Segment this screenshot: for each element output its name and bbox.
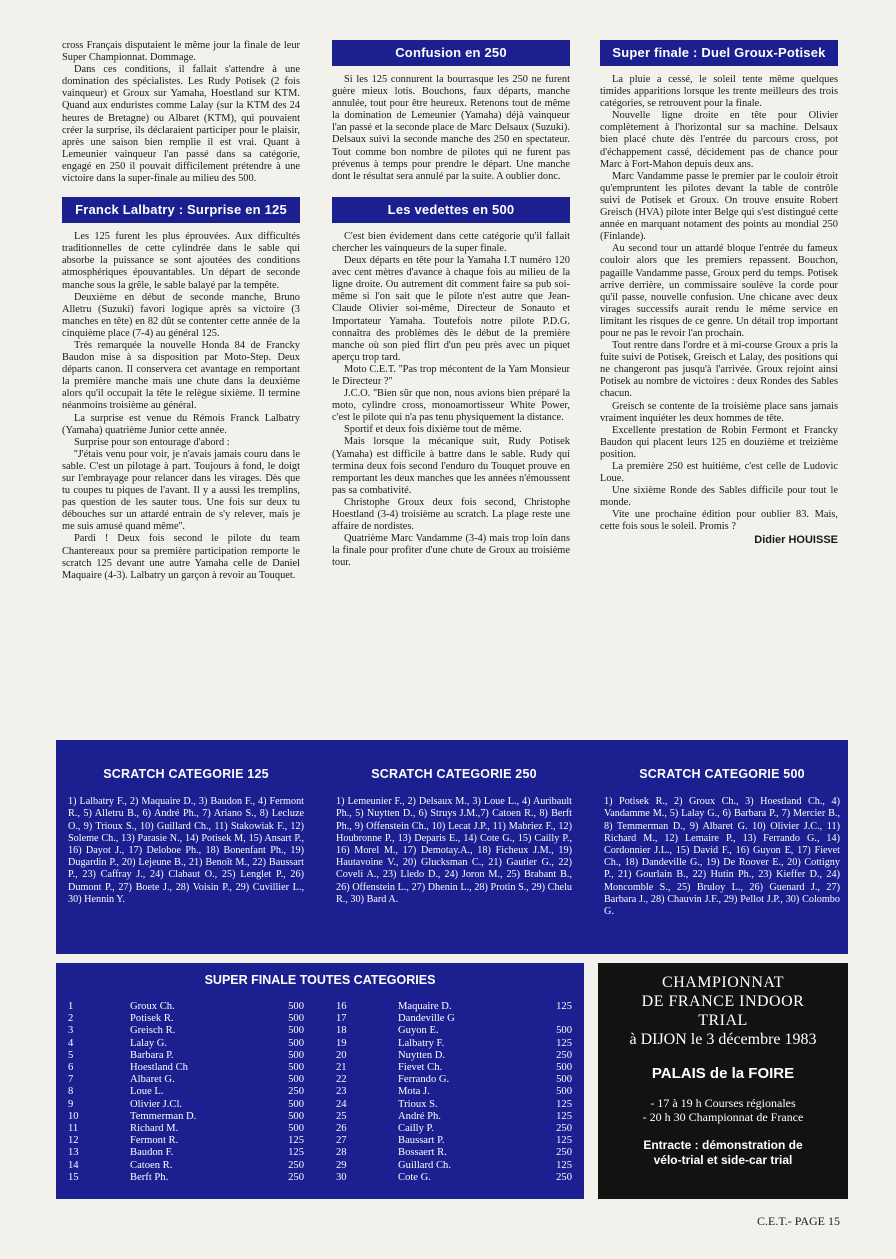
class-cell: 250: [556, 1171, 572, 1183]
ad-schedule-line-1: - 17 à 19 h Courses régionales: [650, 1096, 796, 1110]
rank-cell: 19: [336, 1037, 347, 1049]
super-finale-results-box: [56, 963, 584, 1199]
rank-cell: 30: [336, 1171, 347, 1183]
table-row: [68, 1038, 304, 1050]
class-cell: 250: [288, 1086, 304, 1098]
paragraph: Excellente prestation de Robin Fermont et Francky Baudon qui placent leurs 125 en douzième et treizième position.: [600, 424, 838, 460]
rider-cell: Maquaire D.: [398, 1001, 452, 1012]
scratch-125-list: 1) Lalbatry F., 2) Maquaire D., 3) Baudon F., 4) Fermont R., 5) Alletru B., 6) André Ph., 7) Ariano S., 8) Lecluze O., 9) Trioux S., 10) Guillard Ch., 11) Stakowiak F., 12) Soleme Ch., 13) Parasie N., 14) Potisek M, 15) Ansart P., 16) Dayot J., 17) Deloboe Ph., 18) Bonenfant Ph., 19) Dugardin P., 20) Lejeune B., 21) Benoît M., 22) Baussart P., 23) Caffray J., 24) Clabaut O., 25) Lenglet P., 26) Dumont P., 27) Boete J., 28) Voisin P., 29) Cuvillier L., 30) Hennin Y.: [68, 796, 304, 905]
class-cell: 125: [556, 1098, 572, 1110]
class-cell: [530, 1013, 572, 1025]
class-cell: 500: [288, 1049, 304, 1061]
table-row: [336, 1086, 572, 1098]
table-row: [336, 1160, 572, 1172]
confusion-250-text: [332, 74, 570, 183]
paragraph: La surprise est venue du Rémois Franck Lalbatry (Yamaha) quatrième Junior cette année.: [62, 412, 300, 436]
rank-cell: 28: [336, 1147, 347, 1159]
rider-cell: Hoestland Ch: [130, 1062, 188, 1074]
scratch-125: [68, 768, 304, 906]
rank-cell: 2: [68, 1013, 74, 1025]
trial-championship-ad: [598, 963, 848, 1199]
table-row: [68, 1160, 304, 1172]
rider-cell: Guillard Ch.: [398, 1159, 451, 1171]
ad-interlude-line-1: Entracte : démonstration de: [643, 1138, 803, 1152]
rank-cell: 20: [336, 1049, 347, 1061]
paragraph: Vite une prochaine édition pour oublier 83. Mais, cette fois sous le soleil. Promis ?: [600, 509, 838, 533]
rank-cell: 21: [336, 1062, 347, 1074]
class-cell: 125: [556, 1001, 572, 1012]
class-cell: 500: [288, 1025, 304, 1037]
rank-cell: 11: [68, 1123, 79, 1135]
rank-cell: 23: [336, 1086, 347, 1098]
vedettes-500-text: [332, 231, 570, 570]
rider-cell: Groux Ch.: [130, 1001, 175, 1012]
rider-cell: Temmerman D.: [130, 1110, 197, 1122]
paragraph: C'est bien évidement dans cette catégorie qu'il fallait chercher les vainqueurs de la super finale.: [332, 230, 570, 254]
super-finale-table-left: [68, 1001, 304, 1184]
rank-cell: 3: [68, 1025, 74, 1037]
paragraph: Moto C.E.T. ''Pas trop mécontent de la Yam Monsieur le Directeur ?'': [332, 363, 570, 387]
article-column-3: [600, 40, 838, 546]
class-cell: 500: [556, 1062, 572, 1074]
paragraph: Nouvelle ligne droite en tête pour Olivier complètement à l'horizontal sur sa machine. Delsaux bien placé chute dès l'entrée du parcours cross, pot d'échappement cassé, décidement pas de chance pour Marc à Fort-Mahon depuis deux ans.: [600, 110, 838, 170]
class-cell: 125: [288, 1147, 304, 1159]
table-row: [68, 1135, 304, 1147]
rank-cell: 7: [68, 1074, 74, 1086]
intro-text: [62, 40, 300, 185]
rider-cell: Nuytten D.: [398, 1049, 446, 1061]
rank-cell: 12: [68, 1135, 79, 1147]
rank-cell: 16: [336, 1001, 347, 1012]
class-cell: 125: [556, 1110, 572, 1122]
rider-cell: Cailly P.: [398, 1123, 434, 1135]
rider-cell: Lalay G.: [130, 1037, 168, 1049]
ad-venue: PALAIS de la FOIRE: [651, 1065, 795, 1082]
table-row: [68, 1050, 304, 1062]
class-cell: 500: [288, 1013, 304, 1025]
paragraph: Une sixième Ronde des Sables difficile pour tout le monde.: [600, 485, 838, 509]
rider-cell: Cote G.: [398, 1171, 431, 1183]
heading-confusion-250: Confusion en 250: [332, 40, 570, 66]
ad-interlude-line-2: vélo-trial et side-car trial: [653, 1153, 793, 1167]
rank-cell: 24: [336, 1098, 347, 1110]
rank-cell: 18: [336, 1025, 347, 1037]
scratch-250: [336, 768, 572, 906]
rank-cell: 22: [336, 1074, 347, 1086]
rider-cell: Richard M.: [130, 1123, 179, 1135]
table-row: [336, 1038, 572, 1050]
super-finale-title: SUPER FINALE TOUTES CATEGORIES: [204, 973, 436, 987]
class-cell: 125: [556, 1037, 572, 1049]
rank-cell: 27: [336, 1135, 347, 1147]
rider-cell: Baussart P.: [398, 1135, 445, 1147]
class-cell: 125: [288, 1135, 304, 1147]
rider-cell: Dandeville G: [398, 1013, 455, 1025]
article-column-2: [332, 40, 570, 569]
table-row: [336, 1147, 572, 1159]
heading-super-finale: Super finale : Duel Groux-Potisek: [600, 40, 838, 66]
table-row: [336, 1172, 572, 1184]
table-row: [336, 1111, 572, 1123]
table-row: [336, 1135, 572, 1147]
scratch-500: [604, 768, 840, 918]
table-row: [68, 1001, 304, 1013]
rider-cell: Baudon F.: [130, 1147, 174, 1159]
super-finale-table-right: [336, 1001, 572, 1184]
ad-schedule: [598, 1096, 848, 1124]
table-row: [336, 1050, 572, 1062]
class-cell: 500: [556, 1025, 572, 1037]
ad-interlude: [598, 1138, 848, 1168]
class-cell: 500: [288, 1123, 304, 1135]
table-row: [68, 1013, 304, 1025]
paragraph: Très remarquée la nouvelle Honda 84 de Francky Baudon mise à sa disposition par Moto-Step. Deux départs canon. Il conservera cet avantage en remportant la première manche mais une chute dans la deuxième alors qu'il occupait la tête le relègue sixième. Il termine néanmoins troisième au général.: [62, 339, 300, 412]
rider-cell: Loue L.: [130, 1086, 164, 1098]
rider-cell: Fermont R.: [130, 1135, 179, 1147]
class-cell: 500: [288, 1062, 304, 1074]
class-cell: 250: [556, 1049, 572, 1061]
paragraph: ''J'étais venu pour voir, je n'avais jamais couru dans le sable. C'est un pilotage à part. Toujours à fond, le doigt sur l'embrayage pour relancer dans les virages. Dès que tu coupes tu piques de l'avant. Il y a aussi les tremplins, pas question de les sauter tous. Une fois sur deux tu débouches sur un attardé entrain de s'y relever, mais je me suis amusé quand même''.: [62, 448, 300, 533]
table-row: [68, 1086, 304, 1098]
paragraph: Si les 125 connurent la bourrasque les 250 ne furent guère mieux lotis. Bouchons, faux départs, manche annulée, tout pour être heureux. Retenons tout de même la domination de Lemeunier (Yamaha) déjà vainqueur l'an passé et la seconde place de Marc Delsaux (Suzuki). Delsaux suivi la seconde manche des 250 en spectateur. Tout comme bon nombre de pilotes qui ne furent pas prévenus à temps pour prendre le départ. Une manche dont le résultat sera annulé par la suite. A oublier donc.: [332, 74, 570, 182]
table-row: [336, 1013, 572, 1025]
table-row: [336, 1074, 572, 1086]
rider-cell: André Ph.: [398, 1110, 441, 1122]
class-cell: 250: [556, 1123, 572, 1135]
rank-cell: 9: [68, 1098, 74, 1110]
table-row: [68, 1123, 304, 1135]
rider-cell: Albaret G.: [130, 1074, 175, 1086]
class-cell: 250: [288, 1159, 304, 1171]
rank-cell: 17: [336, 1013, 347, 1025]
table-row: [68, 1062, 304, 1074]
rank-cell: 26: [336, 1123, 347, 1135]
ad-schedule-line-2: - 20 h 30 Championnat de France: [642, 1110, 804, 1124]
paragraph: Sportif et deux fois dixième tout de même.: [344, 424, 522, 436]
table-row: [68, 1147, 304, 1159]
scratch-250-list: 1) Lemeunier F., 2) Delsaux M., 3) Loue L., 4) Auribault Ph., 5) Nuytten D., 6) Struys J.M.,7) Catoen R., 8) Berft Ph., 9) Offenstein Ch., 10) Lecat J.P., 11) Mabriez F., 12) Houbronne P., 13) Deparis E., 14) Cote G., 15) Cailly P., 16) Morel M., 17) Demotay.A., 18) Ficheux J.M., 19) Hautavoine V., 20) Glucksman C., 21) Gautier G., 22) Coveli A., 23) Lledo D., 24) Joron M., 25) Brabant B., 26) Offenstein L., 27) Dhenin L., 28) Protin S., 29) Chelu R., 30) Bard A.: [336, 796, 572, 905]
table-row: [336, 1062, 572, 1074]
paragraph: Deuxième en début de seconde manche, Bruno Alletru (Suzuki) favori logique après sa victoire (3 manches en tête) en 82 dût se contenter cette année de la cinquième place (7-4) au général 125.: [62, 291, 300, 339]
lalbatry-text: [62, 231, 300, 582]
rider-cell: Berft Ph.: [130, 1171, 169, 1183]
paragraph: Tout rentre dans l'ordre et à mi-course Groux a pris la fuite suivi de Potisek, Greisch et Lalay, des positions qui ne changeront pas jusqu'à l'arrivée. Groux rejoint ainsi Potisek au nombre de victoires : deux Rondes des Sables chacun.: [600, 340, 838, 400]
rider-cell: Guyon E.: [398, 1025, 439, 1037]
class-cell: 500: [288, 1074, 304, 1086]
paragraph: Surprise pour son entourage d'abord :: [74, 436, 230, 448]
rank-cell: 4: [68, 1037, 74, 1049]
paragraph: Dans ces conditions, il fallait s'attendre à une domination des spécialistes. Les Rudy Potisek (2 fois vainqueur) et Groux sur Yamaha, Hoestland sur KTM. Quand aux enduristes comme Lalay (sur la KTM des 24 heures de Bretagne) ou Albaret (KTM), qui pouvaient créer la surprise, ils déclaraient participer pour le plaisir, après une saison bien remplie il est vrai. Quant à Lemeunier vainqueur l'an passé dans sa catégorie, engagé en 250 il pouvait difficilement prétendre à une victoire dans la super-finale au milieu des 500.: [62, 64, 300, 185]
class-cell: 500: [288, 1098, 304, 1110]
table-row: [68, 1111, 304, 1123]
class-cell: 125: [556, 1159, 572, 1171]
paragraph: Quatrième Marc Vandamme (3-4) mais trop loin dans la finale pour profiter d'une chute de Groux au troisième tour.: [332, 533, 570, 569]
class-cell: 500: [288, 1001, 304, 1012]
rider-cell: Fievet Ch.: [398, 1062, 443, 1074]
scratch-250-title: SCRATCH CATEGORIE 250: [371, 767, 537, 781]
ad-title-line-3: TRIAL: [698, 1012, 748, 1029]
scratch-500-title: SCRATCH CATEGORIE 500: [639, 767, 805, 781]
rider-cell: Greisch R.: [130, 1025, 176, 1037]
paragraph: Au second tour un attardé bloque l'entrée du fameux couloir alors que les premiers repassent. Bouchon, pagaille Vandamme passe, Groux perd du temps. Potisek arrive derrière, un commissaire soulève la corde pour qu'il passe, nouvelle confusion. Une chicane avec deux virages successifs aurait rendu le même service en limitant les risques de ce genre. Un détail trop important pour ne pas le revoir l'an prochain.: [600, 243, 838, 339]
rider-cell: Trioux S.: [398, 1098, 438, 1110]
table-row: [336, 1001, 572, 1013]
rank-cell: 6: [68, 1062, 74, 1074]
paragraph: La première 250 est huitième, c'est celle de Ludovic Loue.: [600, 461, 838, 485]
paragraph: Greisch se contente de la troisième place sans jamais vraiment inquiéter les deux hommes de tête.: [600, 400, 838, 424]
rider-cell: Barbara P.: [130, 1049, 174, 1061]
rider-cell: Ferrando G.: [398, 1074, 450, 1086]
class-cell: 500: [556, 1074, 572, 1086]
rank-cell: 25: [336, 1110, 347, 1122]
rank-cell: 14: [68, 1159, 79, 1171]
table-row: [336, 1099, 572, 1111]
paragraph: Les 125 furent les plus éprouvées. Aux difficultés traditionnelles de cette cylindrée dans le sable qui absorbe la puissance se sont ajoutées des conditions atmosphériques épouvantables. Un départ de seconde manche sous la grêle, le sable balayé par la tempête.: [62, 231, 300, 291]
paragraph: Marc Vandamme passe le premier par le couloir étroit qu'empruntent les pilotes devant la table de contrôle suivi de Potisek et Groux. On trouve ensuite Robert Greisch (HVA) pilote inter Belge qui s'est distingué cette année en marquant notament des points au mondial 250 (Finlande).: [600, 170, 838, 243]
paragraph: Mais lorsque la mécanique suit, Rudy Potisek (Yamaha) est difficile à battre dans le sable. Rudy qui termina deux fois second l'enduro du Touquet prouve en remportant les deux manches que les années n'émoussent pas sa combativité.: [332, 436, 570, 496]
table-row: [336, 1123, 572, 1135]
table-row: [68, 1025, 304, 1037]
scratch-125-title: SCRATCH CATEGORIE 125: [103, 767, 269, 781]
page-footer: C.E.T.- PAGE 15: [756, 1214, 840, 1228]
scratch-500-list: 1) Potisek R., 2) Groux Ch., 3) Hoestland Ch., 4) Vandamme M., 5) Lalay G., 6) Barbara P., 7) Mercier B., 8) Temmerman D., 9) Albaret G. 10) Olivier J.C., 11) Richard M., 12) Lemaire P., 13) Ferrando G., 14) Cordonnier J.L., 15) David F., 16) Guyon E, 17) Fievet Ch., 18) Dandeville G., 19) De Roover E., 20) Cottigny P., 21) Gourlain B., 22) Hutin Ph., 23) Kieffer D., 24) Moncomble S., 25) Bruloy L., 26) Guenard J., 27) Barbara J., 28) Chauvin J.F., 29) Pellot J.P., 30) Colombo G.: [604, 796, 840, 918]
paragraph: Deux départs en tête pour la Yamaha I.T numéro 120 avec cent mètres d'avance à chaque fois au milieu de la ligne droite. Ou autrement dit comment faire sa pub soi-même si l'on sait que le pilote n'est autre que Jean-Claude Olivier soi-même, Directeur de Sonauto et Importateur Yamaha. Toutefois notre pilote P.D.G. connaîtra des problèmes dès le début de la première manche où son pied flirt d'un peu près avec un piquet aperçu trop tard.: [332, 255, 570, 363]
table-row: [68, 1074, 304, 1086]
rank-cell: 13: [68, 1147, 79, 1159]
ad-date: à DIJON le 3 décembre 1983: [629, 1031, 817, 1048]
rank-cell: 29: [336, 1159, 347, 1171]
ad-title-line-2: DE FRANCE INDOOR: [641, 993, 805, 1010]
table-row: [68, 1172, 304, 1184]
class-cell: 250: [556, 1147, 572, 1159]
scratch-results-box: [56, 740, 848, 954]
rank-cell: 5: [68, 1049, 74, 1061]
paragraph: J.C.O. ''Bien sûr que non, nous avions bien préparé la moto, cylindre cross, monoamortisseur White Power, c'est le pilote qui n'a pas tenu physiquement la distance.: [332, 388, 570, 424]
rider-cell: Lalbatry F.: [398, 1037, 445, 1049]
rider-cell: Catoen R.: [130, 1159, 173, 1171]
paragraph: Pardi ! Deux fois second le pilote du team Chantereaux pour sa première participation remporte le scratch 125 devant une autre Yamaha celle de Daniel Maquaire (4-3). Lalbatry un garçon à revoir au Touquet.: [62, 533, 300, 581]
heading-lalbatry: Franck Lalbatry : Surprise en 125: [62, 197, 300, 223]
rider-cell: Olivier J.Cl.: [130, 1098, 183, 1110]
paragraph: Christophe Groux deux fois second, Christophe Hoestland (3-4) troisième au scratch. La plage reste une affaire de nordistes.: [332, 496, 570, 533]
paragraph: La pluie a cessé, le soleil tente même quelques timides apparitions lorsque les trente meilleurs des trois catégories, se retrouvent pour la finale.: [600, 74, 838, 110]
class-cell: 500: [288, 1110, 304, 1122]
rider-cell: Potisek R.: [130, 1013, 174, 1025]
class-cell: 500: [556, 1086, 572, 1098]
class-cell: 125: [556, 1135, 572, 1147]
class-cell: 250: [288, 1171, 304, 1183]
author-signature: Didier HOUISSE: [754, 533, 838, 546]
rank-cell: 8: [68, 1086, 74, 1098]
ad-title-line-1: CHAMPIONNAT: [662, 974, 784, 991]
article-column-1: [62, 40, 300, 582]
paragraph: cross Français disputaient le même jour la finale de leur Super Championnat. Dommage.: [62, 40, 300, 64]
rider-cell: Mota J.: [398, 1086, 430, 1098]
rank-cell: 1: [68, 1001, 74, 1012]
rank-cell: 15: [68, 1171, 79, 1183]
super-finale-text: [600, 74, 838, 534]
rank-cell: 10: [68, 1110, 79, 1122]
table-row: [68, 1099, 304, 1111]
class-cell: 500: [288, 1037, 304, 1049]
heading-vedettes-500: Les vedettes en 500: [332, 197, 570, 223]
rider-cell: Bossaert R.: [398, 1147, 447, 1159]
table-row: [336, 1025, 572, 1037]
